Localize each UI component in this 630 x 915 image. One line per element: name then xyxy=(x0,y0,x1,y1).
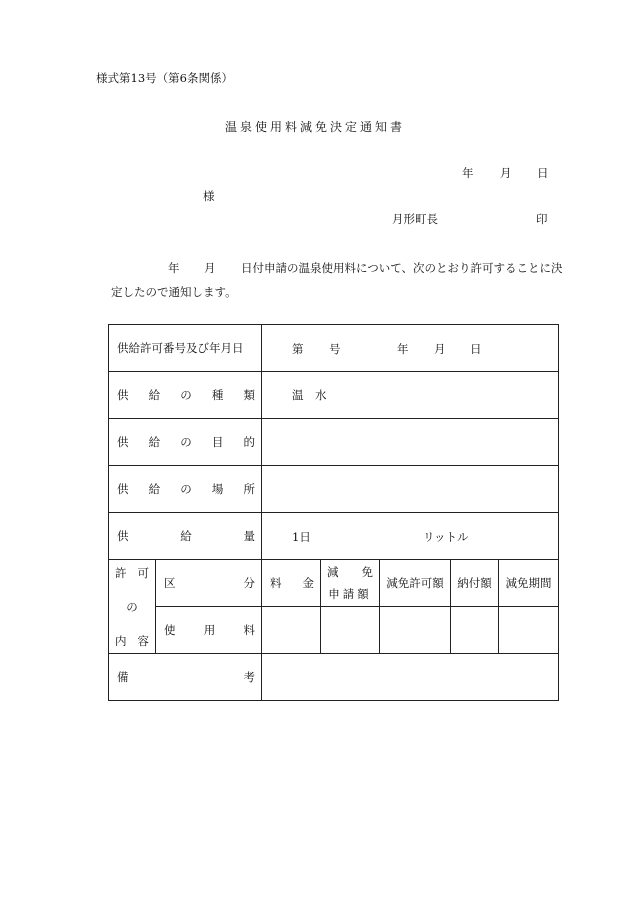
supply-purpose-value-cell xyxy=(262,419,559,466)
label-char: 給 xyxy=(148,482,161,496)
permit-content-group-cell xyxy=(109,560,156,654)
label-char: 考 xyxy=(243,670,255,684)
shinsei-label: 申請額 xyxy=(328,587,372,601)
label-char: の xyxy=(180,435,192,449)
label-char: 場 xyxy=(211,482,224,496)
table-row-supply-purpose xyxy=(109,419,559,466)
permit-dai: 第 xyxy=(292,342,304,356)
date-month-label: 月 xyxy=(500,166,512,180)
label-char: 許 xyxy=(115,565,127,580)
usage-fee-amount-cell xyxy=(262,607,321,654)
permit-month: 月 xyxy=(434,342,446,356)
genmen-shinsei-label-cell xyxy=(321,560,380,607)
permit-number-label: 供給許可番号及び年月日 xyxy=(117,341,244,355)
supply-location-label xyxy=(117,481,255,497)
label-char: 料 xyxy=(243,623,255,637)
group-top xyxy=(115,565,149,581)
document-title: 温泉使用料減免決定通知書 xyxy=(224,120,405,134)
label-char: 量 xyxy=(243,529,255,543)
supply-purpose-label-cell xyxy=(109,419,262,466)
table-row-supply-amount xyxy=(109,513,559,560)
supply-location-value-cell xyxy=(262,466,559,513)
group-bottom xyxy=(115,633,149,649)
label-char: の xyxy=(126,599,138,614)
label-char: 減 xyxy=(327,565,339,579)
form-number: 様式第13号（第6条関係） xyxy=(96,71,233,85)
label-char: 使 xyxy=(164,623,176,637)
supply-location-label-cell xyxy=(109,466,262,513)
nofu-label: 納付額 xyxy=(457,576,492,590)
permit-go: 号 xyxy=(329,342,341,356)
label-char: 供 xyxy=(117,482,129,496)
genmen-label xyxy=(327,564,373,580)
supply-amount-value-cell xyxy=(262,513,559,560)
date-year-label: 年 xyxy=(462,166,474,180)
seal-mark: 印 xyxy=(536,212,548,226)
kubun-label-cell xyxy=(156,560,262,607)
table-row-permit-content-header xyxy=(109,560,559,607)
body-text-line-1: 日付申請の温泉使用料について、次のとおり許可することに決 xyxy=(241,261,563,275)
supply-type-value-cell xyxy=(262,372,559,419)
date-day-label: 日 xyxy=(537,166,549,180)
label-char: 目 xyxy=(211,435,224,449)
kikan-label-cell xyxy=(499,560,559,607)
label-char: 備 xyxy=(117,670,129,684)
label-char: 供 xyxy=(117,388,129,402)
supply-amount-label xyxy=(117,528,255,544)
ryokin-label-cell xyxy=(262,560,321,607)
table-row-permit-number xyxy=(109,325,559,372)
label-char: 免 xyxy=(361,565,373,579)
body-text-line-2: 定したので通知します。 xyxy=(111,285,237,299)
usage-fee-label xyxy=(164,622,255,638)
table-row-usage-fee xyxy=(109,607,559,654)
addressee-suffix: 様 xyxy=(203,189,215,203)
remarks-label-cell xyxy=(109,654,262,701)
label-char: の xyxy=(180,388,192,402)
supply-type-label xyxy=(117,387,255,403)
body-year-label: 年 xyxy=(168,261,180,275)
label-char: 分 xyxy=(243,576,255,590)
supply-amount-label-cell xyxy=(109,513,262,560)
label-char: 給 xyxy=(148,388,161,402)
label-char: 区 xyxy=(164,576,176,590)
label-char: 給 xyxy=(148,435,161,449)
genmen-kyoka-label-cell xyxy=(380,560,451,607)
remarks-value-cell xyxy=(262,654,559,701)
label-char: 所 xyxy=(243,482,255,496)
table-row-supply-type xyxy=(109,372,559,419)
usage-fee-approved-cell xyxy=(380,607,451,654)
label-char: 供 xyxy=(117,435,129,449)
label-char: 種 xyxy=(211,388,224,402)
table-row-supply-location xyxy=(109,466,559,513)
nofu-label-cell xyxy=(451,560,499,607)
permit-year: 年 xyxy=(397,342,409,356)
label-char: の xyxy=(180,482,192,496)
label-char: 金 xyxy=(302,576,314,590)
usage-fee-label-cell xyxy=(156,607,262,654)
permit-number-value-cell xyxy=(262,325,559,372)
issuer-name: 月形町長 xyxy=(392,212,438,226)
permit-day: 日 xyxy=(470,342,482,356)
genmen-kyoka-label: 減免許可額 xyxy=(386,576,444,590)
remarks-label xyxy=(117,669,255,685)
kubun-label xyxy=(164,575,255,591)
kikan-label: 減免期間 xyxy=(505,576,552,590)
supply-purpose-label xyxy=(117,434,255,450)
label-char: 供 xyxy=(117,529,129,543)
label-char: 可 xyxy=(137,565,149,580)
supply-amount-unit: リットル xyxy=(423,530,469,544)
label-char: 用 xyxy=(203,623,216,637)
label-char: 類 xyxy=(243,388,255,402)
ryokin-label xyxy=(270,575,314,591)
supply-type-value: 温 水 xyxy=(292,388,327,402)
label-char: 的 xyxy=(243,435,255,449)
usage-fee-request-cell xyxy=(321,607,380,654)
usage-fee-period-cell xyxy=(499,607,559,654)
permit-number-label-cell xyxy=(109,325,262,372)
label-char: 容 xyxy=(137,633,149,648)
label-char: 給 xyxy=(180,529,192,543)
supply-type-label-cell xyxy=(109,372,262,419)
label-char: 内 xyxy=(115,633,127,648)
supply-amount-day: 1日 xyxy=(292,530,311,544)
table-row-remarks xyxy=(109,654,559,701)
label-char: 料 xyxy=(270,576,282,590)
body-month-label: 月 xyxy=(204,261,216,275)
usage-fee-paid-cell xyxy=(451,607,499,654)
permit-table xyxy=(108,324,559,701)
